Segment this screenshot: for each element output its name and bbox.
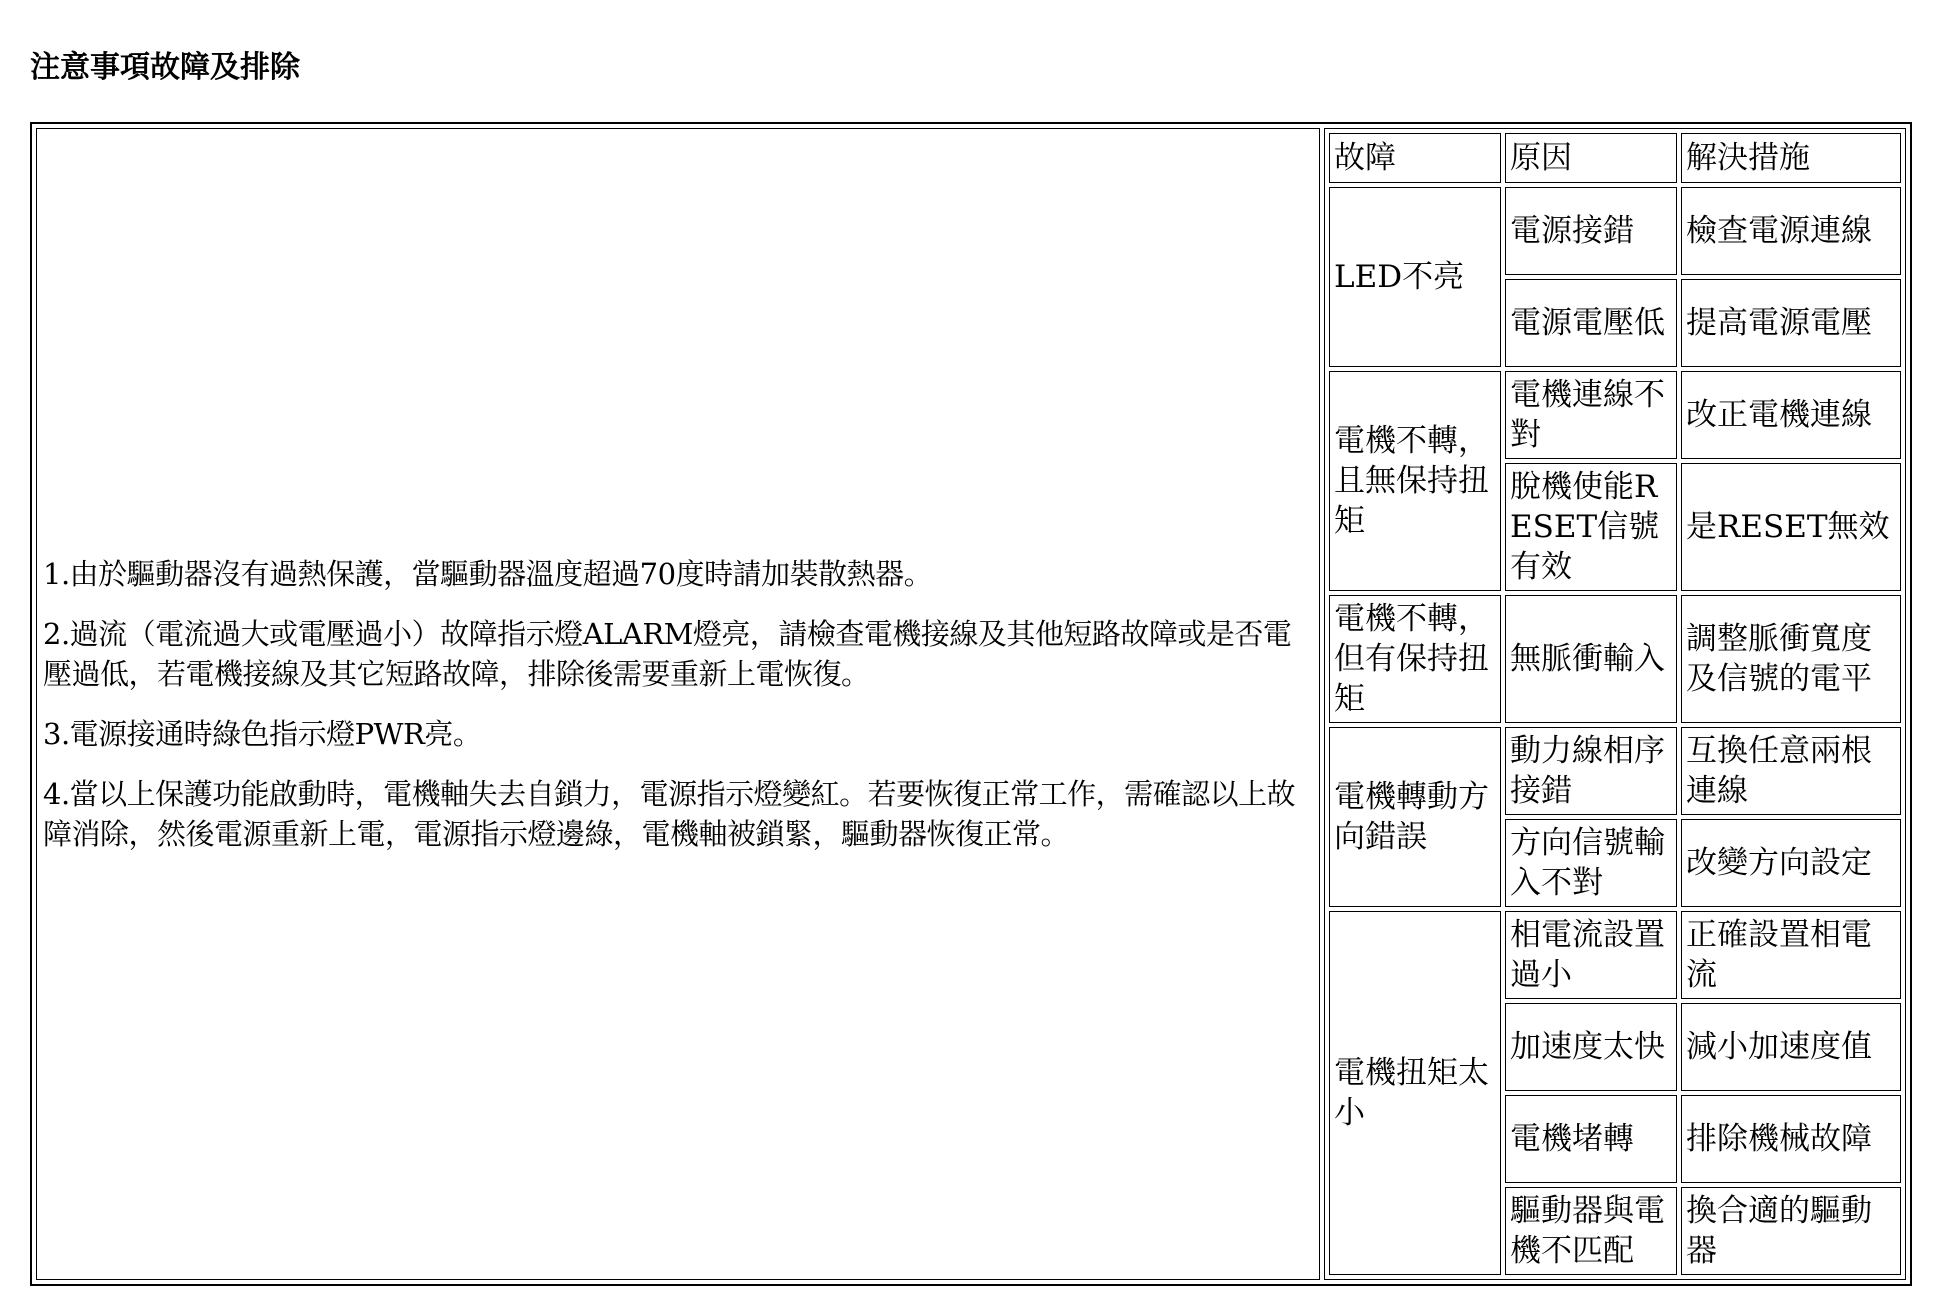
cause-cell: 驅動器與電機不匹配 xyxy=(1505,1187,1677,1275)
solution-cell: 正確設置相電流 xyxy=(1681,911,1901,999)
table-row xyxy=(1329,187,1901,275)
cause-cell: 電機堵轉 xyxy=(1505,1095,1677,1183)
fault-cell: 電機不轉，但有保持扭矩 xyxy=(1329,595,1501,723)
fault-cell: LED不亮 xyxy=(1329,187,1501,367)
cause-cell: 電源電壓低 xyxy=(1505,279,1677,367)
header-cause: 原因 xyxy=(1505,133,1677,183)
solution-cell: 改變方向設定 xyxy=(1681,819,1901,907)
note-item: 1.由於驅動器沒有過熱保護，當驅動器溫度超過70度時請加裝散熱器。 xyxy=(43,557,933,591)
layout-table xyxy=(30,122,1912,1286)
cause-cell: 脫機使能RESET信號有效 xyxy=(1505,463,1677,591)
table-row xyxy=(1329,727,1901,815)
note-item: 2.過流（電流過大或電壓過小）故障指示燈ALARM燈亮，請檢查電機接線及其他短路故障或是否電壓過低，若電機接線及其它短路故障，排除後需要重新上電恢復。 xyxy=(43,617,1292,691)
solution-cell: 排除機械故障 xyxy=(1681,1095,1901,1183)
table-row xyxy=(1329,371,1901,459)
note-item: 3.電源接通時綠色指示燈PWR亮。 xyxy=(43,717,482,751)
page-title: 注意事項故障及排除 xyxy=(30,50,300,85)
fault-table-cell xyxy=(1324,128,1906,1280)
solution-cell: 調整脈衝寬度及信號的電平 xyxy=(1681,595,1901,723)
notes-cell xyxy=(36,128,1320,1280)
cause-cell: 相電流設置過小 xyxy=(1505,911,1677,999)
fault-table xyxy=(1325,129,1905,1279)
cause-cell: 方向信號輸入不對 xyxy=(1505,819,1677,907)
table-row xyxy=(1329,911,1901,999)
solution-cell: 檢查電源連線 xyxy=(1681,187,1901,275)
cause-cell: 電源接錯 xyxy=(1505,187,1677,275)
cause-cell: 無脈衝輸入 xyxy=(1505,595,1677,723)
solution-cell: 互換任意兩根連線 xyxy=(1681,727,1901,815)
solution-cell: 是RESET無效 xyxy=(1681,463,1901,591)
cause-cell: 動力線相序接錯 xyxy=(1505,727,1677,815)
cause-cell: 加速度太快 xyxy=(1505,1003,1677,1091)
table-row xyxy=(1329,595,1901,723)
cause-cell: 電機連線不對 xyxy=(1505,371,1677,459)
table-header-row xyxy=(1329,133,1901,183)
fault-cell: 電機不轉，且無保持扭矩 xyxy=(1329,371,1501,591)
solution-cell: 減小加速度值 xyxy=(1681,1003,1901,1091)
header-fault: 故障 xyxy=(1329,133,1501,183)
note-item: 4.當以上保護功能啟動時，電機軸失去自鎖力，電源指示燈變紅。若要恢復正常工作，需確認以上故障消除，然後電源重新上電，電源指示燈邊綠，電機軸被鎖緊，驅動器恢復正常。 xyxy=(43,777,1296,851)
solution-cell: 換合適的驅動器 xyxy=(1681,1187,1901,1275)
fault-cell: 電機扭矩太小 xyxy=(1329,911,1501,1275)
solution-cell: 改正電機連線 xyxy=(1681,371,1901,459)
fault-cell: 電機轉動方向錯誤 xyxy=(1329,727,1501,907)
solution-cell: 提高電源電壓 xyxy=(1681,279,1901,367)
header-solution: 解決措施 xyxy=(1681,133,1901,183)
